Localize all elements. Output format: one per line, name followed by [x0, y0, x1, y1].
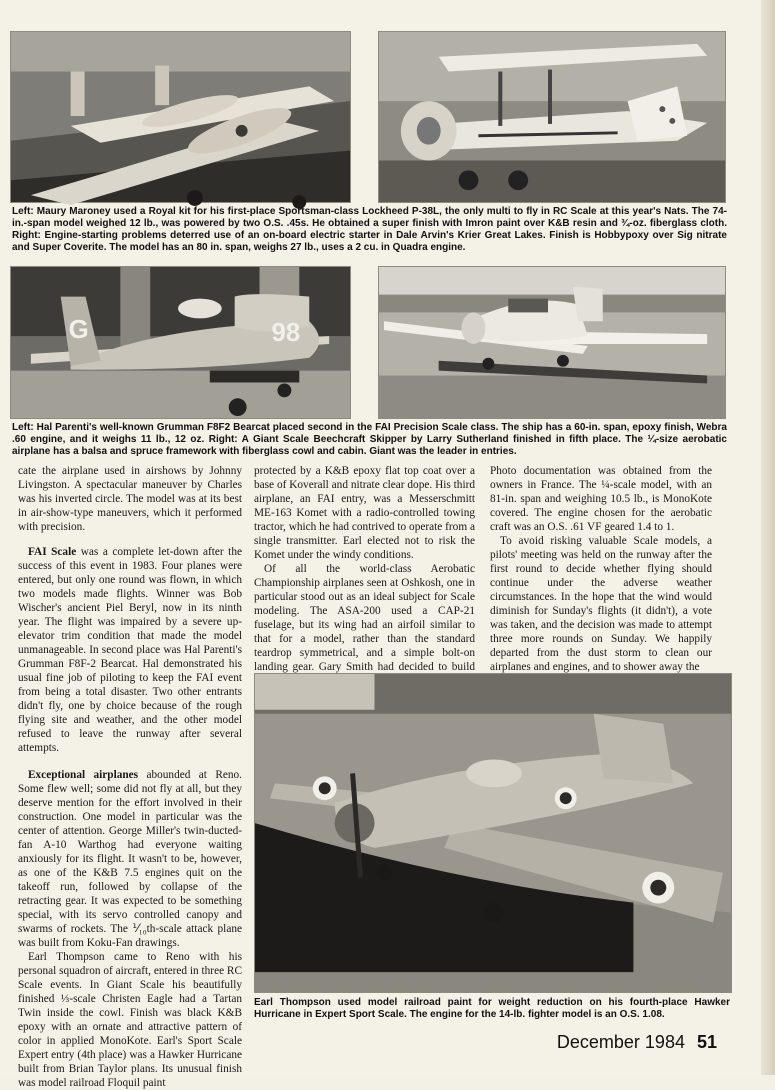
photo-great-lakes — [378, 31, 726, 203]
caption-row1: Left: Maury Maroney used a Royal kit for his first-place Sportsman-class Lockheed P-38L, the only multi to fly in RC Scale at this year's Nats. The 74-in.-span model weighed 12 lb., was powered by two O.S. .45s. He obtained a super finish with Imron paint over K&B resin and ¾-oz. fiberglass cloth. Right: Engine-starting problems deterred use of an on-board electric starter in Dale Arvin's Krier Great Lakes. Finish is Hobbypoxy over Sig nitrate and Super Coverite. The model has an 80 in. span, weighs 27 lb., uses a 2 cu. in Quadra engine. — [12, 206, 727, 253]
fai-scale-lead: FAI Scale — [28, 546, 77, 558]
article-column-2 — [254, 464, 475, 688]
article-paragraph: Earl Thompson came to Reno with his personal squadron of aircraft, entered in three RC Scale events. In Giant Scale his beautifully finished ⅓-scale Christen Eagle had a Tartan Twin inside the cowl. Finish was black K&B epoxy with an ornate and attractive pattern of color in applied MonoKote. Earl's Sport Scale Expert entry (4th place) was a Hawker Hurricane built from Brian Taylor plans. Its unusual finish was model railroad Floquil paint — [18, 951, 242, 1089]
caption-hurricane: Earl Thompson used model railroad paint for weight reduction on his fourth-place Hawker Hurricane in Expert Sport Scale. The engine for the 14-lb. fighter model is an O.S. 1.08. — [254, 997, 730, 1020]
issue-date: December 1984 — [556, 1032, 685, 1052]
article-paragraph: Of all the world-class Aerobatic Championship airplanes seen at Oshkosh, one in particular stood out as an ideal subject for Scale modeling. The ASA-200 used a CAP-21 fuselage, but its wing had an airfoil similar to that for a model, rather than the standard teardrop symmetrical, and a simple bolt-on landing gear. Gary Smith had decided to build — [254, 563, 475, 673]
photo-p38l — [10, 31, 351, 203]
article-paragraph: cate the airplane used in airshows by Johnny Livingston. A spectacular maneuver by Charles was his inverted circle. The model was at its best in air-show-type maneuvers, which it performed with precision. — [18, 465, 242, 533]
photo-hurricane — [254, 673, 732, 993]
article-paragraph: Photo documentation was obtained from the owners in France. The ¼-scale model, with an 81-in. span and weighing 10.5 lb., is MonoKote covered. The engine chosen for the aerobatic craft was an O.S. .61 VF geared 1.4 to 1. — [490, 465, 712, 533]
fai-scale-paragraph — [18, 545, 242, 755]
photo-skipper — [378, 266, 726, 419]
caption-row2: Left: Hal Parenti's well-known Grumman F8F2 Bearcat placed second in the FAI Precision Scale class. The ship has a 60-in. span, epoxy finish, Webra .60 engine, and it weighs 11 lb., 12 oz. Right: A Giant Scale Beechcraft Skipper by Larry Sutherland finished in fifth place. The ¼-size aerobatic airplane has a balsa and spruce framework with fiberglass cowl and cabin. Giant was the leader in entries. — [12, 422, 727, 457]
exceptional-airplanes-paragraph — [18, 768, 242, 950]
photo-bearcat — [10, 266, 351, 419]
article-column-1 — [18, 464, 242, 1090]
fai-scale-text: was a complete let-down after the success of this event in 1983. Four planes were entered, but only one round was flown, in which two models made flights. Winner was Bob Wischer's ancient Piel Beryl, now in its ninth year. The flight was impaired by a severe up-elevator trim condition that made the model unmanageable. In second place was Hal Parenti's Grumman F8F-2 Bearcat. Hal demonstrated his usual fine job of piloting to keep the FAI event from being a total disaster. Two other entrants didn't fly, one by choice because of the rough flying site and weather, and the other model refused to leave the runway after several attempts. — [18, 546, 242, 754]
page-footer — [557, 1032, 717, 1053]
article-paragraph: To avoid risking valuable Scale models, a pilots' meeting was held on the runway after the first round to decide whether flying should continue under the adverse weather circumstances. In the hope that the wind would diminish for Sunday's flights (it didn't), a vote was taken, and the decision was made to attempt three more rounds on Sunday. We happily departed from the dust storm to clean our airplanes and engines, and to shower away the — [490, 535, 712, 673]
page-number: 51 — [696, 1032, 717, 1052]
exceptional-airplanes-text: abounded at Reno. Some flew well; some did not fly at all, but they deserve mention for the effort involved in their construction. One model in particular was the center of attention. George Miller's twin-ducted-fan A-10 Warthog had everyone waiting anxiously for its flight. It wasn't to be, however, as one of the K&B 7.5 engines quit on the takeoff run, followed by collapse of the retracting gear. It was expected to be something special, with its servo controlled canopy and swarms of rockets. The ⅟₁₀th-scale attack plane was built from Koku-Fan drawings. — [18, 769, 242, 949]
bearcat-tail-letter: G — [68, 316, 89, 345]
exceptional-airplanes-lead: Exceptional airplanes — [28, 769, 139, 781]
page-edge-shadow — [761, 0, 775, 1075]
bearcat-number: 98 — [271, 319, 301, 347]
article-paragraph: protected by a K&B epoxy flat top coat over a base of Koverall and nitrate clear dope. His third airplane, an FAI entry, was a Messerschmitt ME-163 Komet with a radio-controlled towing tractor, which he had contrived to operate from a single transmitter. Earl elected not to risk the Komet under the windy conditions. — [254, 465, 475, 561]
article-column-3 — [490, 464, 712, 688]
